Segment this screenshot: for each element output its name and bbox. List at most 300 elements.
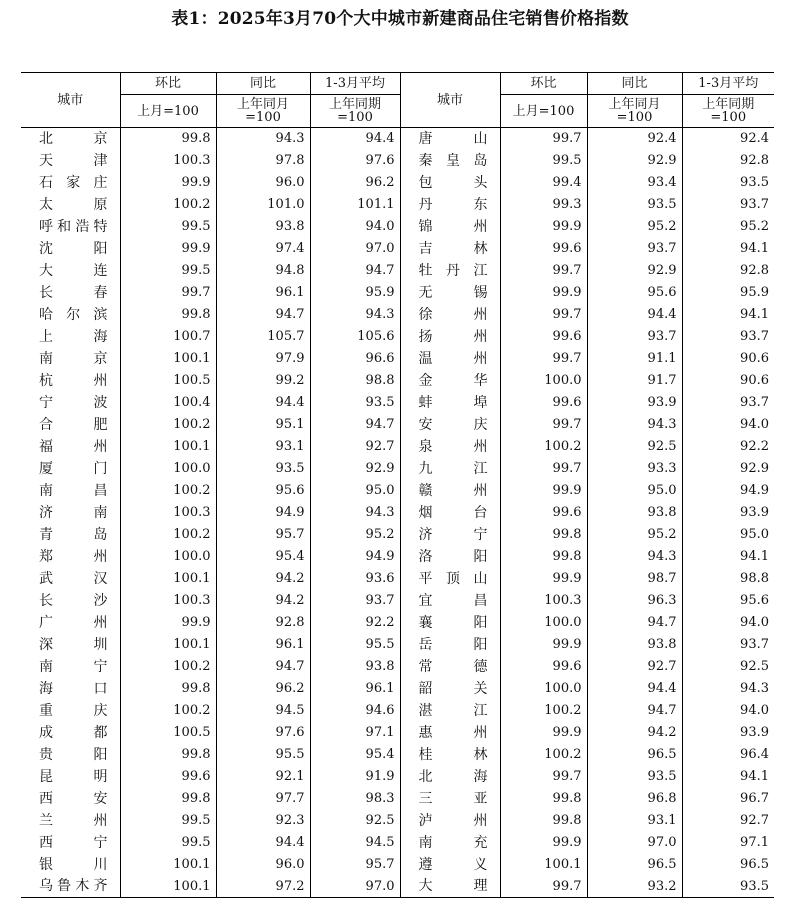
- right-avg-value: 97.1: [682, 832, 774, 854]
- right-city-name: 宜昌: [400, 590, 500, 612]
- left-mom-value: 99.8: [120, 744, 216, 766]
- yoy-header-right: 同比: [587, 73, 682, 95]
- right-avg-value: 92.5: [682, 656, 774, 678]
- left-city-name: 厦门: [39, 460, 108, 477]
- price-index-table: [21, 72, 774, 898]
- left-mom-value: 100.2: [120, 656, 216, 678]
- left-city-name: 呼和浩特: [39, 218, 108, 235]
- table-row: [21, 568, 774, 590]
- right-yoy-value: 96.3: [587, 590, 682, 612]
- right-mom-value: 100.2: [500, 436, 587, 458]
- left-yoy-value: 97.9: [216, 348, 310, 370]
- right-mom-value: 99.7: [500, 876, 587, 898]
- left-city-name: 杭州: [39, 372, 108, 389]
- right-yoy-value: 93.5: [587, 194, 682, 216]
- left-mom-value: 99.8: [120, 304, 216, 326]
- right-mom-value: 99.7: [500, 304, 587, 326]
- right-city-name: 扬州: [400, 326, 500, 348]
- left-avg-value: 94.9: [310, 546, 400, 568]
- right-mom-value: 99.4: [500, 172, 587, 194]
- right-avg-value: 93.7: [682, 326, 774, 348]
- left-city-name: 沈阳: [39, 240, 108, 257]
- left-mom-value: 100.2: [120, 700, 216, 722]
- right-yoy-value: 93.8: [587, 502, 682, 524]
- left-city-name: 北京: [39, 130, 108, 147]
- table-row: [21, 260, 774, 282]
- left-avg-value: 92.5: [310, 810, 400, 832]
- table-row: [21, 546, 774, 568]
- left-mom-value: 99.8: [120, 678, 216, 700]
- right-yoy-value: 95.0: [587, 480, 682, 502]
- left-mom-value: 99.8: [120, 788, 216, 810]
- right-yoy-value: 91.1: [587, 348, 682, 370]
- avg-header-left: 1-3月平均: [310, 73, 400, 95]
- right-yoy-value: 93.7: [587, 238, 682, 260]
- right-city-name: 吉林: [400, 238, 500, 260]
- right-city-name: 丹东: [400, 194, 500, 216]
- table-row: [21, 810, 774, 832]
- right-mom-value: 99.6: [500, 656, 587, 678]
- right-city-name: 锦州: [400, 216, 500, 238]
- right-yoy-value: 92.9: [587, 260, 682, 282]
- right-avg-value: 92.7: [682, 810, 774, 832]
- left-mom-value: 99.7: [120, 282, 216, 304]
- left-yoy-value: 94.4: [216, 392, 310, 414]
- left-mom-value: 100.3: [120, 150, 216, 172]
- left-yoy-value: 96.0: [216, 172, 310, 194]
- right-mom-value: 99.6: [500, 326, 587, 348]
- right-mom-value: 99.8: [500, 546, 587, 568]
- mom-header-left: 环比: [120, 73, 216, 95]
- left-yoy-value: 101.0: [216, 194, 310, 216]
- left-yoy-value: 92.8: [216, 612, 310, 634]
- left-yoy-value: 95.1: [216, 414, 310, 436]
- right-mom-value: 99.9: [500, 282, 587, 304]
- right-city-name: 平顶山: [400, 568, 500, 590]
- right-mom-value: 99.7: [500, 766, 587, 788]
- right-avg-value: 94.0: [682, 700, 774, 722]
- left-avg-value: 92.7: [310, 436, 400, 458]
- table-row: [21, 194, 774, 216]
- left-mom-value: 99.8: [120, 128, 216, 150]
- mom-base-left: 上月=100: [120, 95, 216, 128]
- right-city-name: 徐州: [400, 304, 500, 326]
- left-mom-value: 99.9: [120, 238, 216, 260]
- right-city-name: 安庆: [400, 414, 500, 436]
- left-mom-value: 100.1: [120, 634, 216, 656]
- right-city-name: 赣州: [400, 480, 500, 502]
- avg-header-right: 1-3月平均: [682, 73, 774, 95]
- right-mom-value: 100.0: [500, 678, 587, 700]
- left-city-name: 乌鲁木齐: [39, 878, 108, 895]
- table-title: 表1：2025年3月70个大中城市新建商品住宅销售价格指数: [171, 9, 629, 29]
- right-mom-value: 99.8: [500, 524, 587, 546]
- left-avg-value: 97.0: [310, 876, 400, 898]
- left-city-name: 合肥: [39, 416, 108, 433]
- right-mom-value: 99.8: [500, 788, 587, 810]
- table-row: [21, 766, 774, 788]
- table-row: [21, 480, 774, 502]
- left-avg-value: 94.5: [310, 832, 400, 854]
- right-avg-value: 92.8: [682, 150, 774, 172]
- right-city-name: 济宁: [400, 524, 500, 546]
- right-city-name: 泉州: [400, 436, 500, 458]
- left-city-name: 银川: [39, 856, 108, 873]
- table-row: [21, 326, 774, 348]
- left-city-name: 石家庄: [39, 174, 108, 191]
- right-avg-value: 94.3: [682, 678, 774, 700]
- left-mom-value: 99.5: [120, 810, 216, 832]
- left-city-name: 大连: [39, 262, 108, 279]
- right-avg-value: 96.4: [682, 744, 774, 766]
- left-yoy-value: 95.6: [216, 480, 310, 502]
- right-city-name: 洛阳: [400, 546, 500, 568]
- right-yoy-value: 95.2: [587, 524, 682, 546]
- right-avg-value: 93.7: [682, 194, 774, 216]
- left-avg-value: 94.6: [310, 700, 400, 722]
- right-avg-value: 95.9: [682, 282, 774, 304]
- right-yoy-value: 94.3: [587, 414, 682, 436]
- avg-base-left: 上年同期 =100: [310, 95, 400, 128]
- left-yoy-value: 99.2: [216, 370, 310, 392]
- right-avg-value: 98.8: [682, 568, 774, 590]
- right-avg-value: 90.6: [682, 370, 774, 392]
- yoy-base-right: 上年同月 =100: [587, 95, 682, 128]
- left-yoy-value: 93.1: [216, 436, 310, 458]
- right-yoy-value: 92.9: [587, 150, 682, 172]
- right-mom-value: 100.3: [500, 590, 587, 612]
- left-avg-value: 95.5: [310, 634, 400, 656]
- left-city-name: 济南: [39, 504, 108, 521]
- right-avg-value: 95.0: [682, 524, 774, 546]
- left-mom-value: 99.5: [120, 260, 216, 282]
- left-avg-value: 98.3: [310, 788, 400, 810]
- right-city-name: 湛江: [400, 700, 500, 722]
- left-city-name: 长沙: [39, 592, 108, 609]
- right-yoy-value: 93.7: [587, 326, 682, 348]
- left-city-name: 太原: [39, 196, 108, 213]
- left-yoy-value: 94.5: [216, 700, 310, 722]
- left-mom-value: 100.2: [120, 524, 216, 546]
- left-avg-value: 105.6: [310, 326, 400, 348]
- left-city-name: 上海: [39, 328, 108, 345]
- right-city-name: 烟台: [400, 502, 500, 524]
- right-city-name: 南充: [400, 832, 500, 854]
- left-avg-value: 95.9: [310, 282, 400, 304]
- left-yoy-value: 97.6: [216, 722, 310, 744]
- right-yoy-value: 93.5: [587, 766, 682, 788]
- right-avg-value: 92.9: [682, 458, 774, 480]
- right-mom-value: 99.6: [500, 502, 587, 524]
- right-yoy-value: 93.4: [587, 172, 682, 194]
- table-row: [21, 722, 774, 744]
- table-row: [21, 854, 774, 876]
- right-mom-value: 99.9: [500, 480, 587, 502]
- right-city-name: 惠州: [400, 722, 500, 744]
- right-yoy-value: 94.4: [587, 304, 682, 326]
- right-yoy-value: 93.8: [587, 634, 682, 656]
- left-yoy-value: 94.8: [216, 260, 310, 282]
- left-avg-value: 94.4: [310, 128, 400, 150]
- table-row: [21, 370, 774, 392]
- left-avg-value: 95.2: [310, 524, 400, 546]
- left-yoy-value: 97.2: [216, 876, 310, 898]
- right-yoy-value: 98.7: [587, 568, 682, 590]
- left-avg-value: 95.4: [310, 744, 400, 766]
- left-yoy-value: 94.2: [216, 568, 310, 590]
- left-mom-value: 100.3: [120, 502, 216, 524]
- right-city-name: 泸州: [400, 810, 500, 832]
- avg-base-right: 上年同期 =100: [682, 95, 774, 128]
- right-yoy-value: 92.5: [587, 436, 682, 458]
- left-avg-value: 96.2: [310, 172, 400, 194]
- left-city-name: 青岛: [39, 526, 108, 543]
- right-yoy-value: 94.7: [587, 612, 682, 634]
- right-city-name: 无锡: [400, 282, 500, 304]
- left-mom-value: 100.2: [120, 480, 216, 502]
- left-yoy-value: 96.0: [216, 854, 310, 876]
- right-yoy-value: 94.7: [587, 700, 682, 722]
- left-avg-value: 93.7: [310, 590, 400, 612]
- left-yoy-value: 93.5: [216, 458, 310, 480]
- right-city-name: 韶关: [400, 678, 500, 700]
- table-row: [21, 392, 774, 414]
- right-city-name: 三亚: [400, 788, 500, 810]
- mom-base-right: 上月=100: [500, 95, 587, 128]
- left-mom-value: 100.3: [120, 590, 216, 612]
- table-body: [21, 128, 774, 898]
- left-yoy-value: 93.8: [216, 216, 310, 238]
- left-mom-value: 99.5: [120, 216, 216, 238]
- right-yoy-value: 96.5: [587, 744, 682, 766]
- table-row: [21, 678, 774, 700]
- table-row: [21, 304, 774, 326]
- table-row: [21, 348, 774, 370]
- table-row: [21, 436, 774, 458]
- right-city-name: 襄阳: [400, 612, 500, 634]
- left-mom-value: 100.0: [120, 546, 216, 568]
- left-yoy-value: 97.4: [216, 238, 310, 260]
- left-city-name: 重庆: [39, 702, 108, 719]
- right-mom-value: 99.7: [500, 458, 587, 480]
- right-mom-value: 100.0: [500, 612, 587, 634]
- left-mom-value: 100.5: [120, 370, 216, 392]
- right-avg-value: 94.0: [682, 612, 774, 634]
- right-city-name: 秦皇岛: [400, 150, 500, 172]
- right-avg-value: 94.1: [682, 304, 774, 326]
- left-avg-value: 93.5: [310, 392, 400, 414]
- mom-header-right: 环比: [500, 73, 587, 95]
- left-avg-value: 94.3: [310, 502, 400, 524]
- table-row: [21, 150, 774, 172]
- right-yoy-value: 92.7: [587, 656, 682, 678]
- city-header-left: 城市: [57, 92, 84, 108]
- left-city-name: 武汉: [39, 570, 108, 587]
- table-row: [21, 282, 774, 304]
- left-mom-value: 100.1: [120, 876, 216, 898]
- right-mom-value: 99.7: [500, 414, 587, 436]
- left-yoy-value: 97.8: [216, 150, 310, 172]
- table-header: [21, 73, 774, 128]
- left-avg-value: 101.1: [310, 194, 400, 216]
- right-city-name: 温州: [400, 348, 500, 370]
- right-city-name: 北海: [400, 766, 500, 788]
- left-mom-value: 99.9: [120, 612, 216, 634]
- right-mom-value: 100.2: [500, 700, 587, 722]
- left-mom-value: 100.2: [120, 414, 216, 436]
- left-mom-value: 100.7: [120, 326, 216, 348]
- right-city-name: 蚌埠: [400, 392, 500, 414]
- left-yoy-value: 96.1: [216, 282, 310, 304]
- left-avg-value: 94.0: [310, 216, 400, 238]
- left-avg-value: 97.0: [310, 238, 400, 260]
- right-avg-value: 94.1: [682, 546, 774, 568]
- right-city-name: 大理: [400, 876, 500, 898]
- left-yoy-value: 94.7: [216, 304, 310, 326]
- table-row: [21, 458, 774, 480]
- right-city-name: 金华: [400, 370, 500, 392]
- right-city-name: 九江: [400, 458, 500, 480]
- left-city-name: 深圳: [39, 636, 108, 653]
- right-avg-value: 93.5: [682, 876, 774, 898]
- right-yoy-value: 93.3: [587, 458, 682, 480]
- right-mom-value: 99.6: [500, 238, 587, 260]
- right-avg-value: 94.9: [682, 480, 774, 502]
- left-yoy-value: 92.3: [216, 810, 310, 832]
- table-row: [21, 744, 774, 766]
- table-row: [21, 634, 774, 656]
- left-mom-value: 100.4: [120, 392, 216, 414]
- right-mom-value: 99.7: [500, 260, 587, 282]
- right-city-name: 岳阳: [400, 634, 500, 656]
- left-yoy-value: 94.2: [216, 590, 310, 612]
- right-mom-value: 99.7: [500, 348, 587, 370]
- right-yoy-value: 94.4: [587, 678, 682, 700]
- left-yoy-value: 96.1: [216, 634, 310, 656]
- left-avg-value: 95.0: [310, 480, 400, 502]
- table-row: [21, 216, 774, 238]
- right-mom-value: 99.8: [500, 810, 587, 832]
- left-city-name: 昆明: [39, 768, 108, 785]
- left-yoy-value: 92.1: [216, 766, 310, 788]
- right-yoy-value: 96.5: [587, 854, 682, 876]
- left-city-name: 郑州: [39, 548, 108, 565]
- right-mom-value: 99.9: [500, 568, 587, 590]
- left-city-name: 贵阳: [39, 746, 108, 763]
- left-yoy-value: 94.3: [216, 128, 310, 150]
- left-avg-value: 97.1: [310, 722, 400, 744]
- left-yoy-value: 94.7: [216, 656, 310, 678]
- left-mom-value: 100.1: [120, 436, 216, 458]
- left-city-name: 西安: [39, 790, 108, 807]
- table-row: [21, 590, 774, 612]
- left-mom-value: 99.6: [120, 766, 216, 788]
- table-row: [21, 700, 774, 722]
- left-mom-value: 100.0: [120, 458, 216, 480]
- right-avg-value: 94.1: [682, 238, 774, 260]
- right-yoy-value: 93.1: [587, 810, 682, 832]
- right-avg-value: 95.2: [682, 216, 774, 238]
- table-row: [21, 876, 774, 898]
- right-yoy-value: 95.2: [587, 216, 682, 238]
- table-row: [21, 612, 774, 634]
- left-city-name: 西宁: [39, 834, 108, 851]
- left-city-name: 成都: [39, 724, 108, 741]
- right-avg-value: 93.9: [682, 722, 774, 744]
- left-avg-value: 93.6: [310, 568, 400, 590]
- left-avg-value: 94.7: [310, 260, 400, 282]
- left-city-name: 南昌: [39, 482, 108, 499]
- left-mom-value: 99.9: [120, 172, 216, 194]
- table-row: [21, 524, 774, 546]
- right-avg-value: 93.5: [682, 172, 774, 194]
- left-avg-value: 97.6: [310, 150, 400, 172]
- left-city-name: 福州: [39, 438, 108, 455]
- left-city-name: 兰州: [39, 812, 108, 829]
- right-yoy-value: 97.0: [587, 832, 682, 854]
- right-yoy-value: 92.4: [587, 128, 682, 150]
- left-mom-value: 99.5: [120, 832, 216, 854]
- right-yoy-value: 94.3: [587, 546, 682, 568]
- left-city-name: 海口: [39, 680, 108, 697]
- left-yoy-value: 94.4: [216, 832, 310, 854]
- yoy-base-left: 上年同月 =100: [216, 95, 310, 128]
- right-mom-value: 100.1: [500, 854, 587, 876]
- left-city-name: 广州: [39, 614, 108, 631]
- right-yoy-value: 93.2: [587, 876, 682, 898]
- left-mom-value: 100.1: [120, 348, 216, 370]
- left-yoy-value: 97.7: [216, 788, 310, 810]
- table-row: [21, 656, 774, 678]
- left-avg-value: 92.2: [310, 612, 400, 634]
- right-city-name: 包头: [400, 172, 500, 194]
- right-city-name: 牡丹江: [400, 260, 500, 282]
- right-avg-value: 96.7: [682, 788, 774, 810]
- left-avg-value: 98.8: [310, 370, 400, 392]
- left-mom-value: 100.2: [120, 194, 216, 216]
- right-city-name: 桂林: [400, 744, 500, 766]
- right-avg-value: 92.2: [682, 436, 774, 458]
- table-row: [21, 414, 774, 436]
- right-yoy-value: 96.8: [587, 788, 682, 810]
- right-avg-value: 93.7: [682, 392, 774, 414]
- left-city-name: 哈尔滨: [39, 306, 108, 323]
- left-avg-value: 96.6: [310, 348, 400, 370]
- right-avg-value: 93.9: [682, 502, 774, 524]
- right-city-name: 常德: [400, 656, 500, 678]
- right-yoy-value: 95.6: [587, 282, 682, 304]
- table-row: [21, 788, 774, 810]
- right-mom-value: 99.9: [500, 634, 587, 656]
- left-city-name: 长春: [39, 284, 108, 301]
- left-mom-value: 100.1: [120, 854, 216, 876]
- right-avg-value: 96.5: [682, 854, 774, 876]
- right-avg-value: 92.4: [682, 128, 774, 150]
- left-avg-value: 94.7: [310, 414, 400, 436]
- right-mom-value: 99.5: [500, 150, 587, 172]
- right-mom-value: 100.2: [500, 744, 587, 766]
- right-avg-value: 90.6: [682, 348, 774, 370]
- left-avg-value: 96.1: [310, 678, 400, 700]
- left-avg-value: 92.9: [310, 458, 400, 480]
- right-avg-value: 95.6: [682, 590, 774, 612]
- right-mom-value: 99.6: [500, 392, 587, 414]
- table-row: [21, 832, 774, 854]
- right-avg-value: 94.0: [682, 414, 774, 436]
- right-city-name: 遵义: [400, 854, 500, 876]
- table-row: [21, 172, 774, 194]
- table-row: [21, 128, 774, 150]
